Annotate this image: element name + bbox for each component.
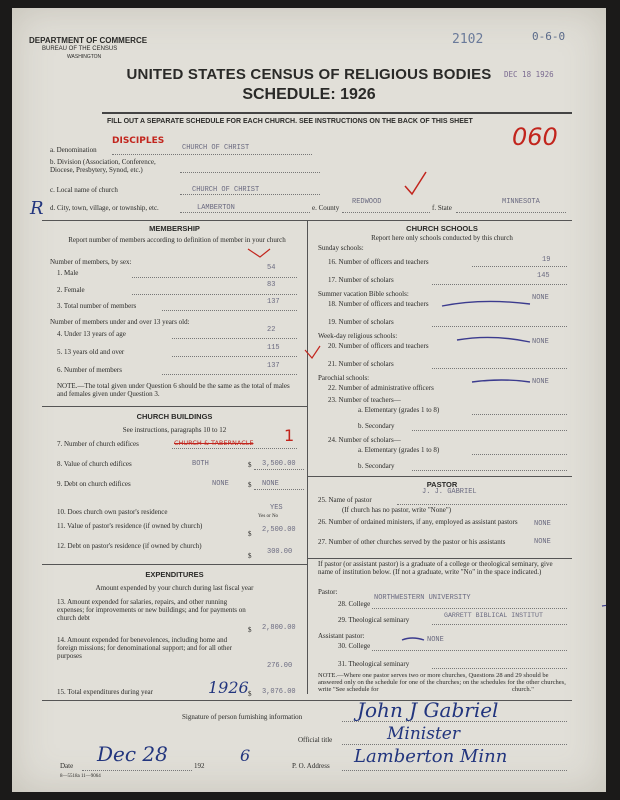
q3-label: 3. Total number of members (57, 302, 137, 310)
members-by-age-label: Number of members under and over 13 years old: (50, 318, 190, 326)
q9-note: NONE (212, 480, 229, 488)
expenditures-sub: Amount expended by your church during last fiscal year (95, 584, 254, 592)
q15-label: 15. Total expenditures during year (57, 688, 153, 696)
q22-label: 22. Number of administrative officers (328, 384, 434, 392)
q8-dollar: $ (248, 461, 252, 469)
q20-value: NONE (532, 338, 549, 346)
pastor-note: NOTE.—Where one pastor serves two or more churches, Questions 28 and 29 should be answered only on the schedule for one of the churches; on the schedules for the other churches, write "See schedule for (318, 672, 566, 693)
q23a-label: a. Elementary (grades 1 to 8) (358, 406, 440, 414)
date-received-stamp: DEC 18 1926 (504, 70, 554, 79)
date-label: Date (60, 762, 74, 770)
date-year-digit: 6 (240, 746, 251, 765)
q15-dollar: $ (248, 690, 252, 698)
q27-value: NONE (534, 538, 551, 546)
q30-blue-stroke (402, 638, 424, 640)
graduate-note: If pastor (or assistant pastor) is a graduate of a college or theological seminary, give name of institution below. (If not a graduate, write "No" in the space indicated.) (318, 560, 553, 576)
ink-marks (12, 8, 606, 792)
instruction-line: FILL OUT A SEPARATE SCHEDULE FOR EACH CHURCH. SEE INSTRUCTIONS ON THE BACK OF THIS SHEET (107, 118, 473, 125)
q21-label: 21. Number of scholars (328, 360, 394, 368)
buildings-sub: See instructions, paragraphs 10 to 12 (122, 426, 227, 434)
q5-label: 5. 13 years old and over (57, 348, 125, 356)
membership-note: NOTE.—The total given under Question 6 should be the same as the total of males and females given under Question 3. (57, 382, 290, 398)
form-number: 8—5518a 11—9064 (60, 774, 101, 779)
q22-blue-stroke (472, 380, 530, 382)
pastor-title: PASTOR (426, 480, 458, 489)
q4-label: 4. Under 13 years of age (57, 330, 126, 338)
q17-value: 145 (537, 272, 550, 280)
q12-dollar: $ (248, 552, 252, 560)
red-code: 060 (512, 123, 558, 151)
q8-note: BOTH (192, 460, 209, 468)
q29-value: GARRETT BIBLICAL INSTITUT (444, 612, 543, 619)
q26-value: NONE (534, 520, 551, 528)
q7-label: 7. Number of church edifices (57, 440, 139, 448)
q26-label: 26. Number of ordained ministers, if any, employed as assistant pastors (318, 518, 518, 526)
form-title: UNITED STATES CENSUS OF RELIGIOUS BODIES (126, 66, 492, 83)
denomination-label: a. Denomination (50, 146, 97, 154)
address-value: Lamberton Minn (354, 746, 508, 767)
city-label: WASHINGTON (67, 54, 102, 60)
q28-label: 28. College (338, 600, 371, 608)
address-label: P. O. Address (292, 762, 330, 770)
county-label: e. County (312, 204, 340, 212)
census-schedule (12, 8, 606, 792)
q13-label: 13. Amount expended for salaries, repairs, and other running expenses; for improvements or new buildings; and for payments on church debt (57, 598, 246, 622)
q30-value: NONE (427, 636, 444, 644)
schedule-title: SCHEDULE: 1926 (242, 86, 376, 103)
bureau-label: BUREAU OF THE CENSUS (42, 46, 118, 52)
weekday-schools-label: Week-day religious schools: (318, 332, 398, 340)
yes-no-hint: Yes or No (258, 514, 279, 519)
date-value: Dec 28 (97, 742, 168, 766)
q15-value: 3,076.00 (262, 688, 296, 696)
q6-value: 137 (267, 362, 280, 370)
q8-value: 3,500.00 (262, 460, 296, 468)
q18-value: NONE (532, 294, 549, 302)
county-check-mark (405, 172, 426, 194)
q1-label: 1. Male (57, 269, 79, 277)
q8-label: 8. Value of church edifices (57, 460, 132, 468)
official-title-label: Official title (298, 736, 333, 744)
q25-value: J. J. GABRIEL (422, 488, 477, 496)
q10-value: YES (270, 504, 283, 512)
q24b-label: b. Secondary (358, 462, 395, 470)
q24a-label: a. Elementary (grades 1 to 8) (358, 446, 440, 454)
local-name-label: c. Local name of church (50, 186, 118, 194)
membership-intro: Report number of members according to definition of member in your church (68, 236, 286, 244)
margin-mark: R (30, 198, 44, 219)
department-label: DEPARTMENT OF COMMERCE (29, 36, 148, 45)
expenditures-title: EXPENDITURES (145, 570, 204, 579)
q24-label: 24. Number of scholars— (328, 436, 401, 444)
q9-value: NONE (262, 480, 279, 488)
local-name-value: CHURCH OF CHRIST (192, 186, 260, 194)
vacation-schools-label: Summer vacation Bible schools: (318, 290, 409, 298)
stamp-code: 0-6-0 (532, 30, 566, 43)
city-value: LAMBERTON (197, 204, 235, 212)
signature-label: Signature of person furnishing information (182, 713, 303, 721)
parochial-schools-label: Parochial schools: (318, 374, 370, 382)
assistant-pastor-label: Assistant pastor: (318, 632, 365, 640)
membership-title: MEMBERSHIP (149, 224, 200, 233)
members-by-sex-label: Number of members, by sex: (50, 258, 132, 266)
q25-note: (If church has no pastor, write "None") (342, 506, 452, 514)
q1-value: 54 (267, 264, 276, 272)
q6-label: 6. Number of members (57, 366, 122, 374)
q13-value: 2,800.00 (262, 624, 296, 632)
q29-label: 29. Theological seminary (338, 616, 410, 624)
q17-label: 17. Number of scholars (328, 276, 394, 284)
q25-label: 25. Name of pastor (318, 496, 372, 504)
buildings-title: CHURCH BUILDINGS (136, 412, 213, 421)
schools-sub: Report here only schools conducted by this church (371, 234, 513, 242)
q29-blue-stroke (602, 605, 606, 608)
q2-label: 2. Female (57, 286, 85, 294)
q16-value: 19 (542, 256, 551, 264)
q11-dollar: $ (248, 530, 252, 538)
q28-value: NORTHWESTERN UNIVERSITY (374, 594, 471, 602)
q23b-label: b. Secondary (358, 422, 395, 430)
pastor-note-church: church." (512, 686, 534, 693)
q9-label: 9. Debt on church edifices (57, 480, 131, 488)
sunday-schools-label: Sunday schools: (318, 244, 364, 252)
q16-label: 16. Number of officers and teachers (328, 258, 429, 266)
q10-label: 10. Does church own pastor's residence (57, 508, 168, 516)
pastor-label: Pastor: (318, 588, 338, 596)
membership-red-tick (305, 346, 320, 358)
signature: John J Gabriel (357, 698, 499, 722)
city-label: d. City, town, village, or township, etc. (50, 204, 159, 212)
members-red-tick (248, 249, 270, 257)
q14-label: 14. Amount expended for benevolences, including home and foreign missions; for denominational support; and for all other purposes (57, 636, 232, 660)
q11-value: 2,500.00 (262, 526, 296, 534)
q9-dollar: $ (248, 481, 252, 489)
denomination-value: CHURCH OF CHRIST (182, 144, 250, 152)
q2-value: 83 (267, 281, 276, 289)
q14-value: 276.00 (267, 662, 293, 670)
county-value: REDWOOD (352, 198, 382, 206)
state-value: MINNESOTA (502, 198, 540, 206)
state-label: f. State (432, 204, 452, 212)
q18-blue-stroke (442, 301, 530, 306)
official-title: Minister (387, 724, 460, 744)
denomination-red-note: DISCIPLES (112, 136, 165, 146)
q4-value: 22 (267, 326, 276, 334)
q20-blue-stroke (457, 337, 530, 342)
q5-value: 115 (267, 344, 280, 352)
q20-label: 20. Number of officers and teachers (328, 342, 429, 350)
q30-label: 30. College (338, 642, 371, 650)
q31-label: 31. Theological seminary (338, 660, 410, 668)
division-label: b. Division (Association, Conference, Diocese, Presbytery, Synod, etc.) (50, 158, 156, 174)
schools-title: CHURCH SCHOOLS (406, 224, 478, 233)
q11-label: 11. Value of pastor's residence (if owned by church) (57, 522, 203, 530)
stamp-number: 2102 (452, 32, 484, 47)
q3-value: 137 (267, 298, 280, 306)
q7-struck-value: CHURCH & TABERNACLE (174, 439, 254, 447)
q12-value: 300.00 (267, 548, 293, 556)
date-year-prefix: 192 (194, 762, 205, 770)
q23-label: 23. Number of teachers— (328, 396, 401, 404)
q27-label: 27. Number of other churches served by the pastor or his assistants (318, 538, 506, 546)
q7-count: 1 (284, 426, 295, 445)
q15-year: 1926 (208, 678, 249, 697)
q12-label: 12. Debt on pastor's residence (if owned by church) (57, 542, 202, 550)
q13-dollar: $ (248, 626, 252, 634)
q22-value: NONE (532, 378, 549, 386)
q18-label: 18. Number of officers and teachers (328, 300, 429, 308)
q19-label: 19. Number of scholars (328, 318, 394, 326)
